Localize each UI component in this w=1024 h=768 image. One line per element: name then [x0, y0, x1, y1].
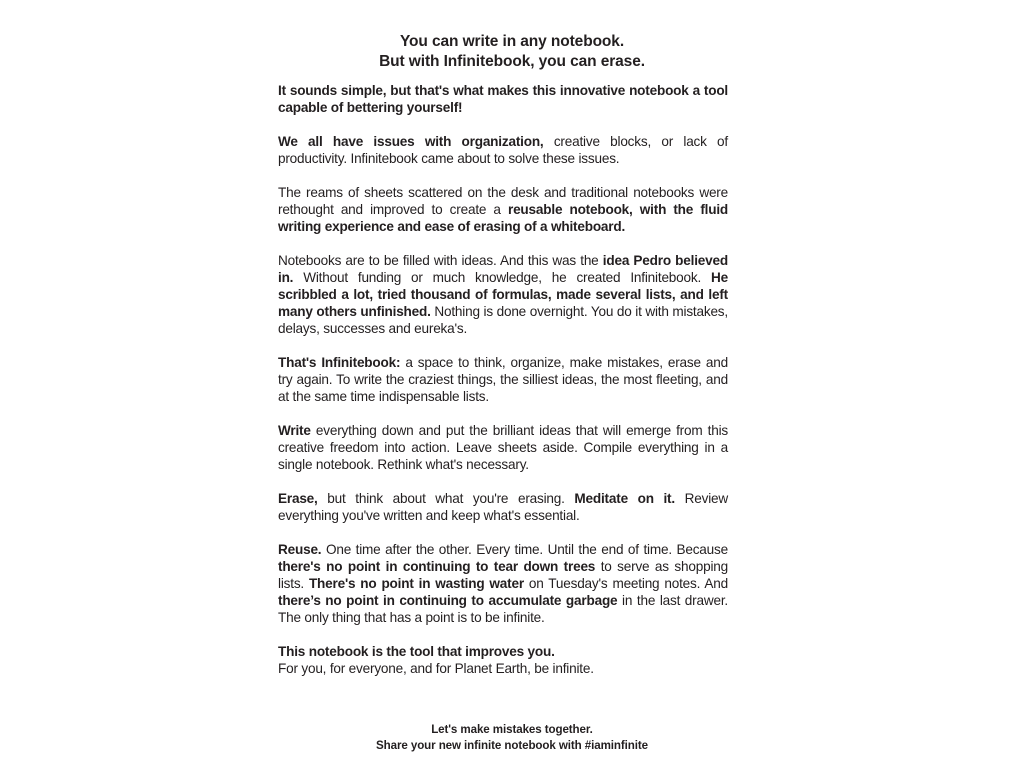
- paragraph-organization: [278, 133, 728, 167]
- intro-bold: It sounds simple, but that's what makes this innovative notebook a tool capable of bettering yourself!: [278, 83, 728, 115]
- reuse-text-1: One time after the other. Every time. Until the end of time. Because: [321, 542, 728, 557]
- pedro-text-3: Nothing is done overnight. You do it with mistakes, delays, successes and eureka's.: [278, 304, 728, 336]
- reams-bold: reusable notebook, with the fluid writing experience and ease of erasing of a whiteboard.: [278, 202, 729, 234]
- reuse-text-4: in the last drawer. The only thing that has a point is to be infinite.: [278, 593, 728, 625]
- reams-text: The reams of sheets scattered on the desk and traditional notebooks were rethought and improved to create a: [278, 185, 728, 217]
- paragraph-thats-infinitebook: [278, 354, 728, 405]
- page-title: [0, 32, 1024, 72]
- paragraph-pedro: [278, 252, 728, 337]
- reuse-text-3: on Tuesday's meeting notes. And: [523, 576, 728, 591]
- closing-text: For you, for everyone, and for Planet Earth, be infinite.: [278, 661, 594, 676]
- erase-bold-2: Meditate on it.: [574, 491, 675, 506]
- paragraph-write: [278, 422, 728, 473]
- write-bold: Write: [278, 423, 311, 438]
- closing-bold: This notebook is the tool that improves you.: [278, 644, 555, 659]
- paragraph-closing: [278, 643, 728, 677]
- article-body: [278, 82, 728, 677]
- paragraph-erase: [278, 490, 728, 524]
- footer-line-1: Let's make mistakes together.: [431, 723, 593, 736]
- pedro-bold-2: He scribbled a lot, tried thousand of formulas, made several lists, and left many others unfinished.: [278, 270, 728, 319]
- reuse-bold-1: Reuse.: [278, 542, 322, 557]
- footer-callout: [0, 722, 1024, 754]
- title-line-2: But with Infinitebook, you can erase.: [379, 53, 645, 70]
- paragraph-reuse: [278, 541, 728, 626]
- erase-bold-1: Erase,: [278, 491, 318, 506]
- reuse-bold-4: there’s no point in continuing to accumulate garbage: [278, 593, 618, 608]
- erase-text-2: Review everything you've written and keep what's essential.: [278, 491, 728, 523]
- write-text: everything down and put the brilliant ideas that will emerge from this creative freedom into action. Leave sheets aside. Compile everything in a single notebook. Rethink what's necessary.: [278, 423, 728, 472]
- thats-text: a space to think, organize, make mistakes, erase and try again. To write the craziest things, the silliest ideas, the most fleeting, and at the same time indispensable lists.: [278, 355, 728, 404]
- erase-text-1: but think about what you're erasing.: [317, 491, 575, 506]
- thats-bold: That's Infinitebook:: [278, 355, 401, 370]
- reuse-bold-2: there's no point in continuing to tear down trees: [278, 559, 596, 574]
- paragraph-intro: [278, 82, 728, 116]
- pedro-bold-1: idea Pedro believed in.: [278, 253, 728, 285]
- footer-line-2: Share your new infinite notebook with #iaminfinite: [376, 739, 648, 752]
- paragraph-reams: [278, 184, 728, 235]
- reuse-text-2: to serve as shopping lists.: [278, 559, 728, 591]
- title-line-1: You can write in any notebook.: [399, 33, 625, 50]
- organization-bold: We all have issues with organization,: [278, 134, 544, 149]
- reuse-bold-3: There's no point in wasting water: [308, 576, 524, 591]
- organization-text: creative blocks, or lack of productivity. Infinitebook came about to solve these issues.: [278, 134, 728, 166]
- pedro-text-2: Without funding or much knowledge, he created Infinitebook.: [293, 270, 712, 285]
- pedro-text-1: Notebooks are to be filled with ideas. And this was the: [278, 253, 603, 268]
